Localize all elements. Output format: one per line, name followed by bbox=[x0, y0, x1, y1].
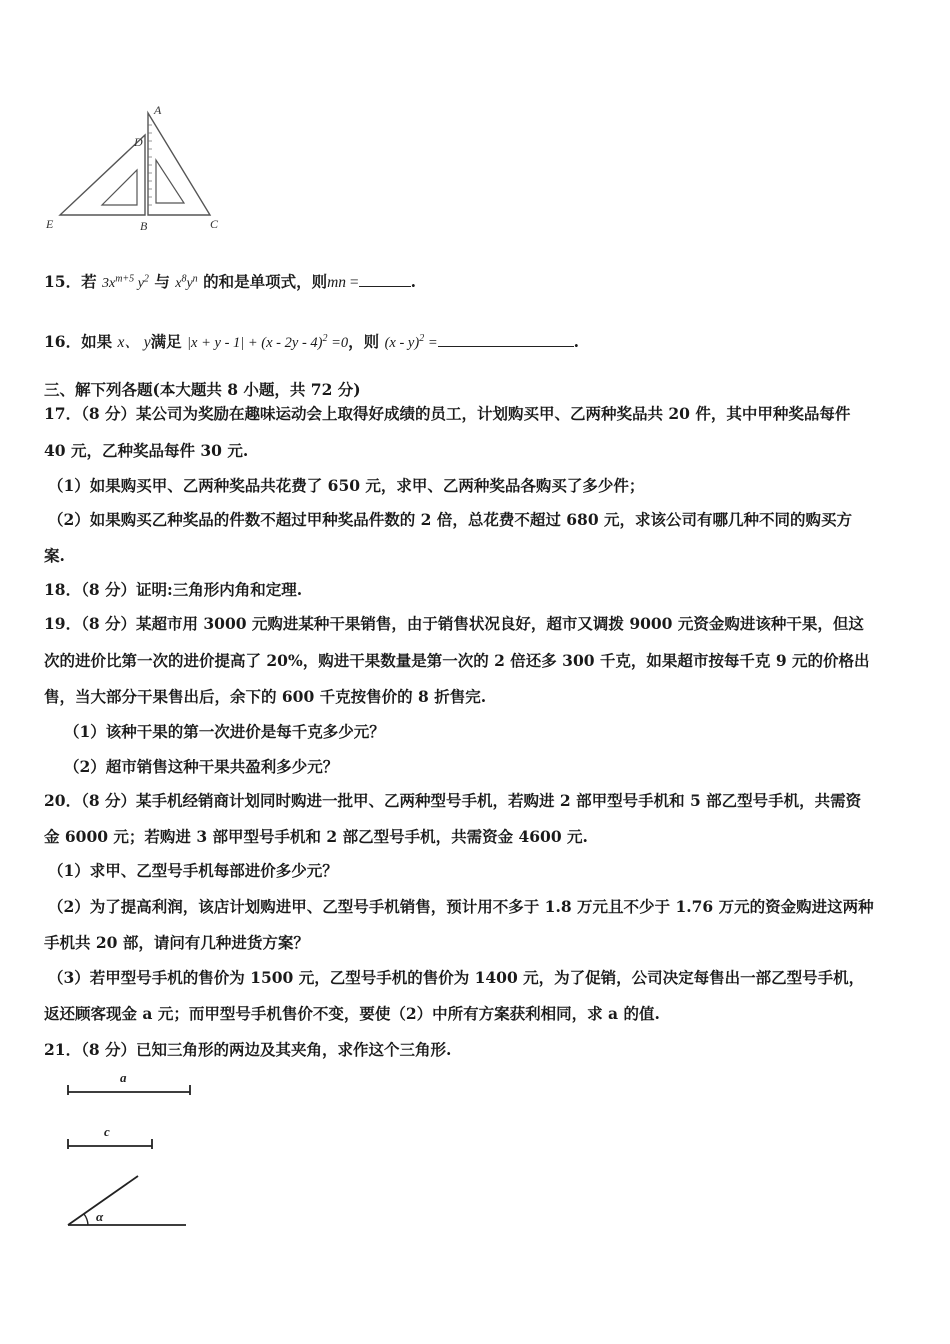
q16-answer-blank[interactable] bbox=[438, 332, 574, 347]
label-C: C bbox=[210, 217, 219, 231]
label-E: E bbox=[46, 217, 54, 231]
construction-drawing bbox=[60, 1068, 200, 1238]
q16-then: ，则 bbox=[348, 332, 380, 351]
q15-eq: = bbox=[346, 274, 359, 291]
q15-number: 15．若 bbox=[44, 272, 97, 291]
q16-cond: 满足 bbox=[150, 332, 182, 351]
q15-expr1: 3x bbox=[101, 276, 116, 291]
q20-part1: （1）求甲、乙型号手机每部进价多少元？ bbox=[48, 861, 338, 880]
q20-part2-line1: （2）为了提高利润，该店计划购进甲、乙型号手机销售，预计用不多于 1.8 万元且不少于 1.76 万元的资金购进这两种 bbox=[48, 897, 874, 916]
section-3-heading: 三、解下列各题(本大题共 8 小题，共 72 分) bbox=[44, 380, 361, 399]
q17-part2-line2: 案. bbox=[44, 546, 65, 565]
question-15 bbox=[44, 272, 416, 294]
q20-part2-line2: 手机共 20 部，请问有几种进货方案？ bbox=[44, 933, 309, 952]
question-16 bbox=[44, 332, 579, 353]
q15-mid: 与 bbox=[154, 272, 170, 291]
q16-equation: |x + y - 1| + (x - 2y - 4) bbox=[187, 335, 323, 351]
q15-end: . bbox=[410, 272, 417, 291]
q16-result-exp: 2 bbox=[419, 333, 425, 345]
q16-result: (x - y) bbox=[384, 335, 420, 351]
label-D: D bbox=[134, 135, 143, 149]
q17-line1: 17．（8 分）某公司为奖励在趣味运动会上取得好成绩的员工，计划购买甲、乙两种奖品共 20 件，其中甲种奖品每件 bbox=[44, 404, 851, 423]
q19-part1: （1）该种干果的第一次进价是每千克多少元？ bbox=[64, 722, 385, 741]
q16-xy: x、 y bbox=[117, 334, 151, 351]
q16-number: 16．如果 bbox=[44, 332, 113, 351]
q19-line2: 次的进价比第一次的进价提高了 20%，购进干果数量是第一次的 2 倍还多 300 千克，如果超市按每千克 9 元的价格出 bbox=[44, 651, 870, 670]
q15-expr2-y-exp: n bbox=[192, 273, 198, 285]
question-18: 18．（8 分）证明:三角形内角和定理. bbox=[44, 580, 303, 599]
q17-part1: （1）如果购买甲、乙两种奖品共花费了 650 元，求甲、乙两种奖品各购买了多少件； bbox=[48, 476, 645, 495]
q15-mn: mn bbox=[327, 274, 347, 291]
q19-line1: 19．（8 分）某超市用 3000 元购进某种干果销售，由于销售状况良好，超市又调拨 9000 元资金购进该种干果，但这 bbox=[44, 614, 864, 633]
label-B: B bbox=[140, 219, 148, 233]
q15-expr2-x-exp: 8 bbox=[181, 273, 187, 285]
q17-line2: 40 元，乙种奖品每件 30 元. bbox=[44, 441, 249, 460]
q15-expr2-x: x bbox=[175, 276, 182, 291]
q20-line1: 20．（8 分）某手机经销商计划同时购进一批甲、乙两种型号手机，若购进 2 部甲型号手机和 5 部乙型号手机，共需资 bbox=[44, 791, 862, 810]
q15-expr1-y-exp: 2 bbox=[143, 273, 149, 285]
q20-line2: 金 6000 元；若购进 3 部甲型号手机和 2 部乙型号手机，共需资金 4600 元. bbox=[44, 827, 588, 846]
set-square-figure bbox=[40, 105, 230, 235]
q15-expr1-y: y bbox=[137, 276, 144, 291]
set-square-drawing bbox=[40, 105, 230, 235]
q17-part2-line1: （2）如果购买乙种奖品的件数不超过甲种奖品件数的 2 倍，总花费不超过 680 元，求该公司有哪几种不同的购买方 bbox=[48, 510, 853, 529]
q16-end: . bbox=[573, 332, 580, 351]
q19-line3: 售，当大部分干果售出后，余下的 600 千克按售价的 8 折售完. bbox=[44, 687, 487, 706]
segment-a-label: a bbox=[120, 1070, 127, 1085]
q19-part2: （2）超市销售这种干果共盈利多少元？ bbox=[64, 757, 339, 776]
angle-alpha-label: α bbox=[96, 1209, 104, 1224]
q16-equation-rhs: =0 bbox=[327, 335, 349, 351]
q15-tail: 的和是单项式，则 bbox=[203, 272, 328, 291]
q20-part3-line1: （3）若甲型号手机的售价为 1500 元，乙型号手机的售价为 1400 元，为了促销，公司决定每售出一部乙型号手机， bbox=[48, 968, 865, 987]
segment-c-label: c bbox=[104, 1124, 110, 1139]
q16-equation-exp: 2 bbox=[322, 333, 328, 345]
label-A: A bbox=[154, 103, 162, 117]
q15-expr2-y: y bbox=[186, 276, 193, 291]
q15-expr1-exp: m+5 bbox=[115, 273, 135, 285]
q20-part3-line2: 返还顾客现金 a 元；而甲型号手机售价不变，要使（2）中所有方案获利相同，求 a 的值. bbox=[44, 1004, 660, 1023]
q16-result-eq: = bbox=[424, 335, 438, 351]
q15-answer-blank[interactable] bbox=[359, 272, 411, 287]
question-21: 21．（8 分）已知三角形的两边及其夹角，求作这个三角形. bbox=[44, 1040, 452, 1059]
construction-figure bbox=[60, 1068, 200, 1238]
